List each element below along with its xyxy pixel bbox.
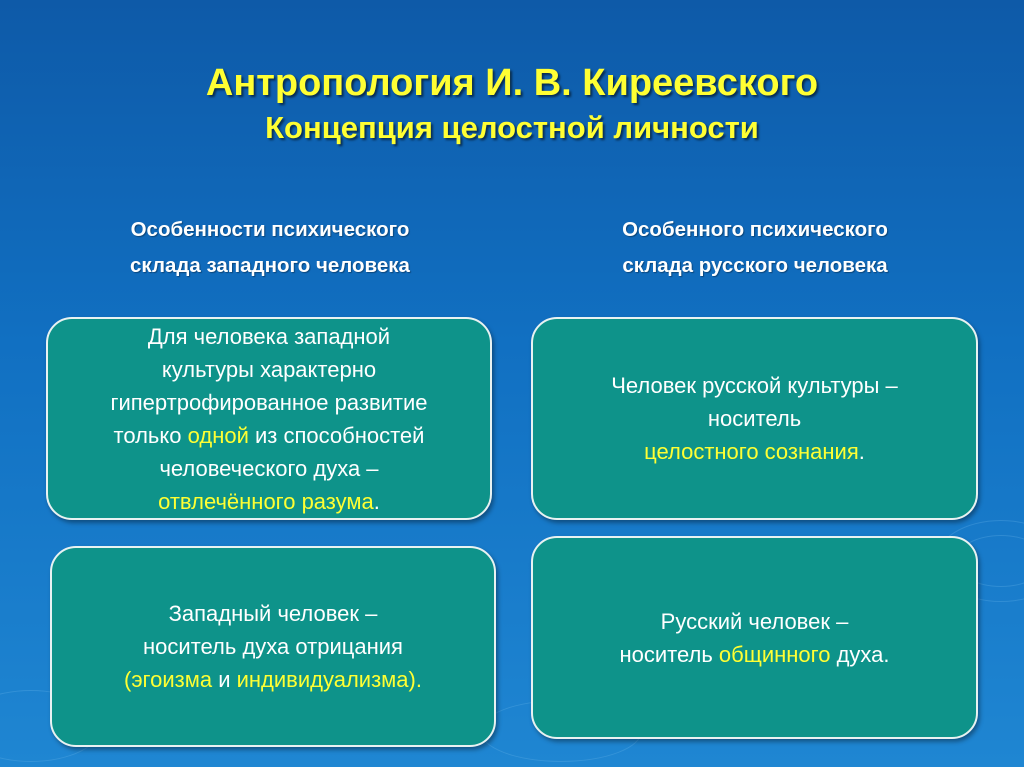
box-line: носитель духа отрицания: [143, 634, 403, 659]
text-segment: из способностей: [248, 422, 425, 448]
highlight-text: общинного: [718, 641, 831, 667]
box-line: Человек русской культуры –: [611, 373, 898, 398]
box-text: [110, 320, 427, 518]
text-segment: только: [113, 422, 188, 448]
western-person-box: [50, 546, 496, 747]
text-segment: .: [373, 488, 380, 514]
box-line: человеческого духа –: [159, 455, 379, 481]
text-segment: и: [212, 667, 237, 692]
box-text: [124, 597, 422, 696]
box-line: культуры характерно: [161, 356, 377, 382]
box-text: [611, 369, 898, 468]
box-line: [124, 663, 422, 696]
highlight-text: (эгоизма: [124, 667, 213, 692]
right-heading-line: Особенного психического: [622, 218, 888, 241]
russian-culture-box: [531, 317, 978, 520]
slide-subtitle: Концепция целостной личности: [265, 110, 759, 145]
text-segment: .: [858, 439, 865, 464]
western-culture-box: [46, 317, 492, 520]
box-line: Для человека западной: [147, 323, 391, 349]
text-segment: .: [415, 667, 422, 692]
left-column-heading: [60, 212, 480, 284]
highlight-text: отвлечённого разума: [158, 488, 374, 514]
box-line: [619, 638, 889, 671]
highlight-text: одной: [187, 422, 249, 448]
text-segment: духа.: [830, 641, 890, 667]
box-line: [110, 419, 427, 452]
left-heading-line: Особенности психического: [130, 218, 410, 241]
highlight-text: индивидуализма): [236, 667, 416, 692]
right-column-heading: [545, 212, 965, 284]
left-heading-line: склада западного человека: [130, 254, 410, 277]
box-line: [110, 485, 427, 518]
text-segment: носитель: [619, 641, 719, 667]
russian-person-box: [531, 536, 978, 739]
slide-title: Антропология И. В. Киреевского: [205, 62, 819, 104]
box-line: Русский человек –: [660, 608, 849, 634]
box-line: [611, 435, 898, 468]
right-heading-line: склада русского человека: [622, 254, 888, 277]
box-text: [619, 605, 889, 671]
highlight-text: целостного сознания: [644, 439, 859, 464]
box-line: носитель: [707, 406, 802, 431]
box-line: гипертрофированное развитие: [110, 389, 428, 415]
box-line: Западный человек –: [168, 601, 378, 626]
